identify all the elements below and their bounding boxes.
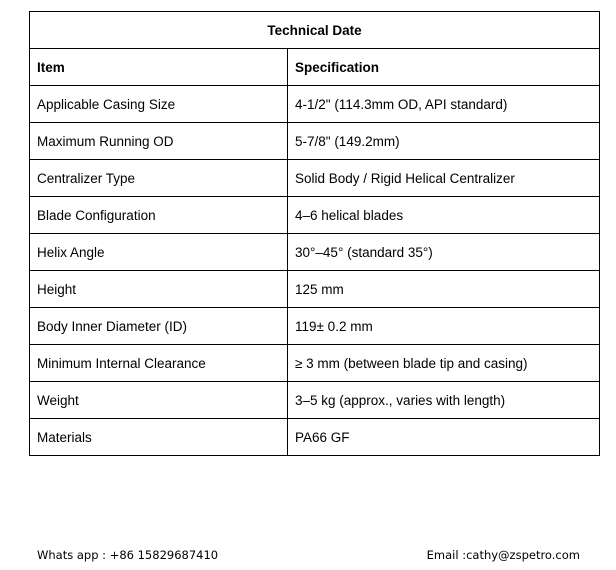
item-cell: Body Inner Diameter (ID) [30, 308, 288, 345]
table-row [30, 160, 600, 197]
specification-cell: Solid Body / Rigid Helical Centralizer [288, 160, 600, 197]
item-cell: Centralizer Type [30, 160, 288, 197]
table-row [30, 123, 600, 160]
technical-data-table [29, 11, 600, 456]
specification-cell: 5-7/8" (149.2mm) [288, 123, 600, 160]
item-cell: Maximum Running OD [30, 123, 288, 160]
column-header-item: Item [30, 49, 288, 86]
item-cell: Helix Angle [30, 234, 288, 271]
table-row [30, 271, 600, 308]
item-cell: Height [30, 271, 288, 308]
specification-cell: 4–6 helical blades [288, 197, 600, 234]
email-contact: Email :cathy@zspetro.com [426, 548, 580, 562]
table-row [30, 86, 600, 123]
table-row [30, 382, 600, 419]
item-cell: Materials [30, 419, 288, 456]
item-cell: Weight [30, 382, 288, 419]
column-header-specification: Specification [288, 49, 600, 86]
specification-cell: 30°–45° (standard 35°) [288, 234, 600, 271]
item-cell: Applicable Casing Size [30, 86, 288, 123]
specification-cell: ≥ 3 mm (between blade tip and casing) [288, 345, 600, 382]
table-row [30, 197, 600, 234]
table-row [30, 345, 600, 382]
table-row [30, 419, 600, 456]
table-row [30, 234, 600, 271]
specification-cell: 3–5 kg (approx., varies with length) [288, 382, 600, 419]
specification-cell: 4-1/2" (114.3mm OD, API standard) [288, 86, 600, 123]
table-row [30, 308, 600, 345]
whatsapp-contact: Whats app : +86 15829687410 [37, 548, 219, 562]
specification-cell: PA66 GF [288, 419, 600, 456]
specification-cell: 125 mm [288, 271, 600, 308]
item-cell: Minimum Internal Clearance [30, 345, 288, 382]
specification-cell: 119± 0.2 mm [288, 308, 600, 345]
table-title: Technical Date [30, 12, 600, 49]
table-header-row [30, 49, 600, 86]
item-cell: Blade Configuration [30, 197, 288, 234]
table-title-row [30, 12, 600, 49]
